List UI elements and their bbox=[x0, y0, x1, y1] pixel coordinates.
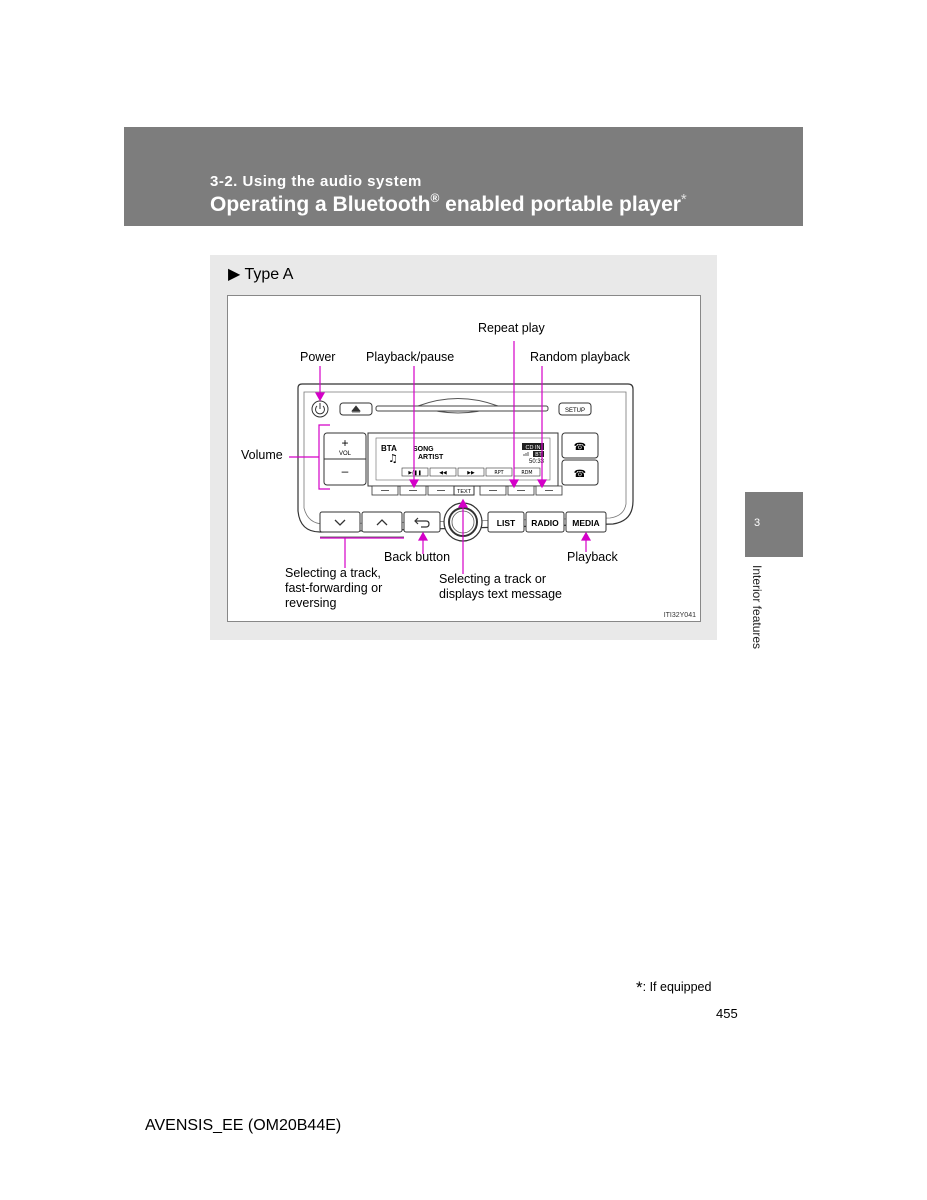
media-callout-arrow bbox=[582, 533, 590, 540]
type-label: ▶ Type A bbox=[228, 266, 294, 283]
label-random-playback: Random playback bbox=[530, 350, 631, 364]
footnote-star: * bbox=[636, 978, 643, 997]
figure-panel bbox=[210, 255, 717, 640]
cd-slot bbox=[376, 406, 548, 411]
softkey-label-1: ◀◀ bbox=[439, 471, 447, 476]
label-back-button: Back button bbox=[384, 550, 451, 564]
label-selecting-track-ffwd: Selecting a track, fast-forwarding or reversing bbox=[285, 566, 383, 610]
radio-label: RADIO bbox=[531, 518, 559, 528]
section-heading: 3-2. Using the audio system bbox=[210, 173, 422, 190]
display-source: BTA bbox=[381, 444, 397, 453]
bt-text: BT bbox=[535, 452, 542, 458]
media-label: MEDIA bbox=[572, 518, 600, 528]
vol-minus: – bbox=[341, 464, 349, 478]
list-label: LIST bbox=[496, 518, 516, 528]
display-time: 50:33 bbox=[528, 459, 544, 465]
display-artist: ARTIST bbox=[418, 454, 444, 461]
chapter-label: Interior features bbox=[750, 565, 764, 650]
back-callout-arrow bbox=[419, 533, 427, 540]
softkey-row bbox=[402, 468, 540, 476]
setup-label: SETUP bbox=[564, 408, 586, 414]
chapter-tab[interactable] bbox=[745, 492, 803, 557]
equipped-asterisk: * bbox=[680, 191, 687, 208]
text-key-label: TEXT bbox=[456, 489, 472, 495]
cd-in-text: CD IN bbox=[525, 445, 541, 451]
vol-plus: + bbox=[341, 436, 349, 450]
label-repeat-play: Repeat play bbox=[478, 321, 545, 335]
chapter-number: 3 bbox=[754, 517, 761, 529]
back-button-key bbox=[404, 512, 440, 532]
label-selecting-track-text: Selecting a track or displays text message bbox=[439, 572, 562, 601]
seek-up-button bbox=[362, 512, 402, 532]
page-title bbox=[210, 193, 687, 217]
label-power: Power bbox=[300, 350, 336, 364]
phone-hangup-icon: ☎ bbox=[573, 469, 587, 480]
label-playback-pause: Playback/pause bbox=[366, 350, 455, 364]
manual-code: AVENSIS_EE (OM20B44E) bbox=[145, 1117, 342, 1134]
softkey-label-2: ▶▶ bbox=[467, 471, 475, 476]
page-number: 455 bbox=[716, 1006, 738, 1021]
footnote bbox=[636, 978, 711, 998]
registered-mark: ® bbox=[430, 191, 440, 205]
seek-down-button bbox=[320, 512, 360, 532]
label-volume: Volume bbox=[241, 448, 283, 462]
chapter-header bbox=[124, 127, 803, 226]
softkey-label-3: RPT bbox=[494, 471, 504, 476]
display-song: SONG bbox=[413, 446, 434, 453]
title-rest: enabled portable player bbox=[439, 193, 681, 216]
vol-label: VOL bbox=[338, 451, 352, 457]
softkey-label-4: RDM bbox=[521, 471, 533, 476]
phone-pickup-icon: ☎ bbox=[573, 442, 587, 453]
figure-code: ITI32Y041 bbox=[663, 612, 696, 619]
footnote-text: : If equipped bbox=[642, 980, 712, 994]
music-note-icon: ♫ bbox=[388, 452, 398, 465]
softkey-label-0: ▶/❚❚ bbox=[408, 471, 422, 476]
title-main: Operating a Bluetooth bbox=[210, 193, 431, 216]
audio-unit-figure bbox=[227, 295, 701, 622]
label-playback: Playback bbox=[567, 550, 618, 564]
